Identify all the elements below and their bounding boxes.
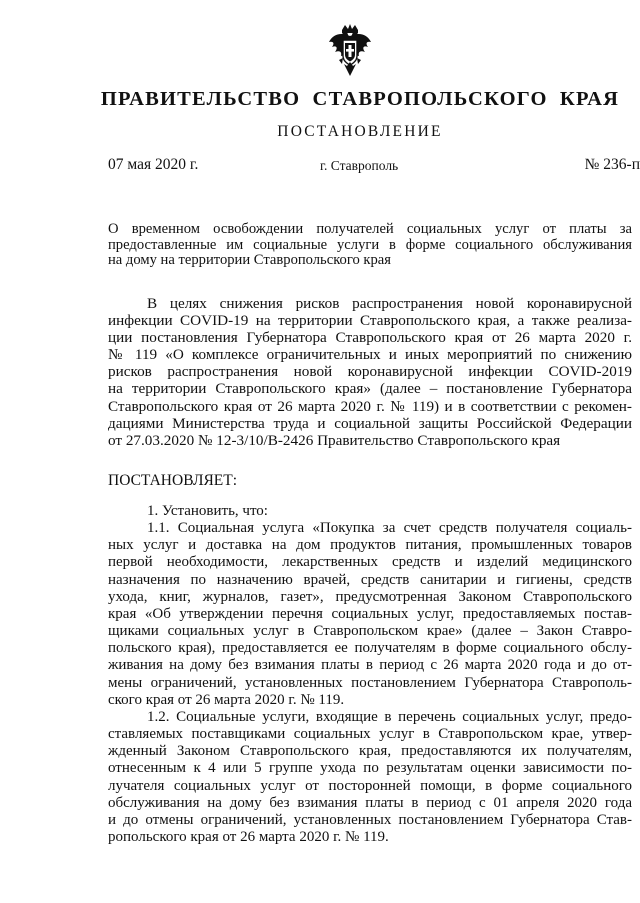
item-1-1-line: польского края), предоставляется ее получателям в форме социального обслу- [108,640,632,657]
coat-of-arms-emblem [327,22,373,78]
item-1-2-line: лучателя социальных услуг от посторонней помощи, в форме социального [108,777,632,794]
item-1-2-line: ропольского края от 26 марта 2020 г. № 119. [108,828,389,845]
item-1-1-line: мены ограничений, установленных постановлением Губернатора Ставрополь- [108,674,632,691]
preamble-line: № 119 «О комплексе ограничительных и иных мероприятий по снижению [108,346,632,364]
document-city: г. Ставрополь [320,158,399,173]
item-1-2-line: жденный Законом Ставропольского края, предоставляются их получателям, [108,743,632,760]
item-1-1-line: живания на дому без взимания платы в период с 26 марта 2020 года и до от- [108,657,632,674]
item-1-2-line: 1.2. Социальные услуги, входящие в перечень социальных услуг, предо- [147,708,632,725]
item-1-1-line: первой необходимости, лекарственных средств и изделий медицинского [108,554,632,571]
item-1-1-line: 1.1. Социальная услуга «Покупка за счет средств получателя социаль- [147,520,632,537]
item-1-2-line: и до отмены ограничений, установленных постановлением Губернатора Став- [108,811,632,828]
item-1-1-line: назначения по назначению врачей, средств санитарии и гигиены, средств [108,571,632,588]
subject-line: предоставленные им социальные услуги в форме социального обслуживания [108,236,632,253]
item-1-1-line: ского края от 26 марта 2020 г. № 119. [108,691,345,708]
subject-line: на дому на территории Ставропольского края [108,252,391,268]
preamble-line: В целях снижения рисков распространения новой коронавирусной [147,295,632,312]
resolves-heading: ПОСТАНОВЛЯЕТ: [108,472,238,489]
item-1-1-line: края «Об утверждении перечня социальных услуг, предоставляемых постав- [108,605,632,622]
preamble-line: рисков распространения новой коронавирусной инфекции COVID-2019 [108,363,632,381]
item-1-2-line: обслуживания на дому без взимания платы в период с 01 апреля 2020 года [108,794,632,811]
document-number-wrap [2,156,640,174]
document-date: 07 мая 2020 г. [108,156,199,173]
document-number: № 236-п [584,156,640,173]
preamble-line: от 27.03.2020 № 12-3/10/В-2426 Правительство Ставропольского края [108,431,561,449]
item-1-2-line: ставляемых поставщиками социальных услуг в Ставропольском крае, утвер- [108,726,632,743]
document-subject [108,222,632,269]
preamble-line: на территории Ставропольского края» (далее – постановление Губернатора [108,380,632,398]
preamble-paragraph [108,295,632,449]
government-title: ПРАВИТЕЛЬСТВО СТАВРОПОЛЬСКОГО КРАЯ [100,88,620,110]
item-1-1-line: ухода, книг, журналов, газет», предусмотренная Законом Ставропольского [108,588,632,605]
preamble-line: Ставропольского края от 26 марта 2020 г. № 119) и в соответствии с рекомен- [108,397,632,415]
resolution-items [108,503,632,846]
preamble-line: инфекции COVID-19 на территории Ставропольского края, а также реализа- [108,312,632,330]
item-1-2-line: отнесенным к 4 или 5 группе ухода по результатам оценки зависимости по- [108,760,632,777]
preamble-line: дациями Министерства труда и социальной защиты Российской Федерации [108,414,632,432]
item-1-1-line: щиками социальных услуг в Ставропольском крае» (далее – Закон Ставро- [108,623,632,640]
preamble-line: ции постановления Губернатора Ставропольского края от 26 марта 2020 г. [108,329,632,347]
item-1-1-line: ных услуг и доставка на дом продуктов питания, промышленных товаров [108,537,632,554]
item-1-heading: 1. Установить, что: [147,503,268,519]
document-type: ПОСТАНОВЛЕНИЕ [277,123,443,140]
subject-line: О временном освобождении получателей социальных услуг от платы за [108,221,632,237]
